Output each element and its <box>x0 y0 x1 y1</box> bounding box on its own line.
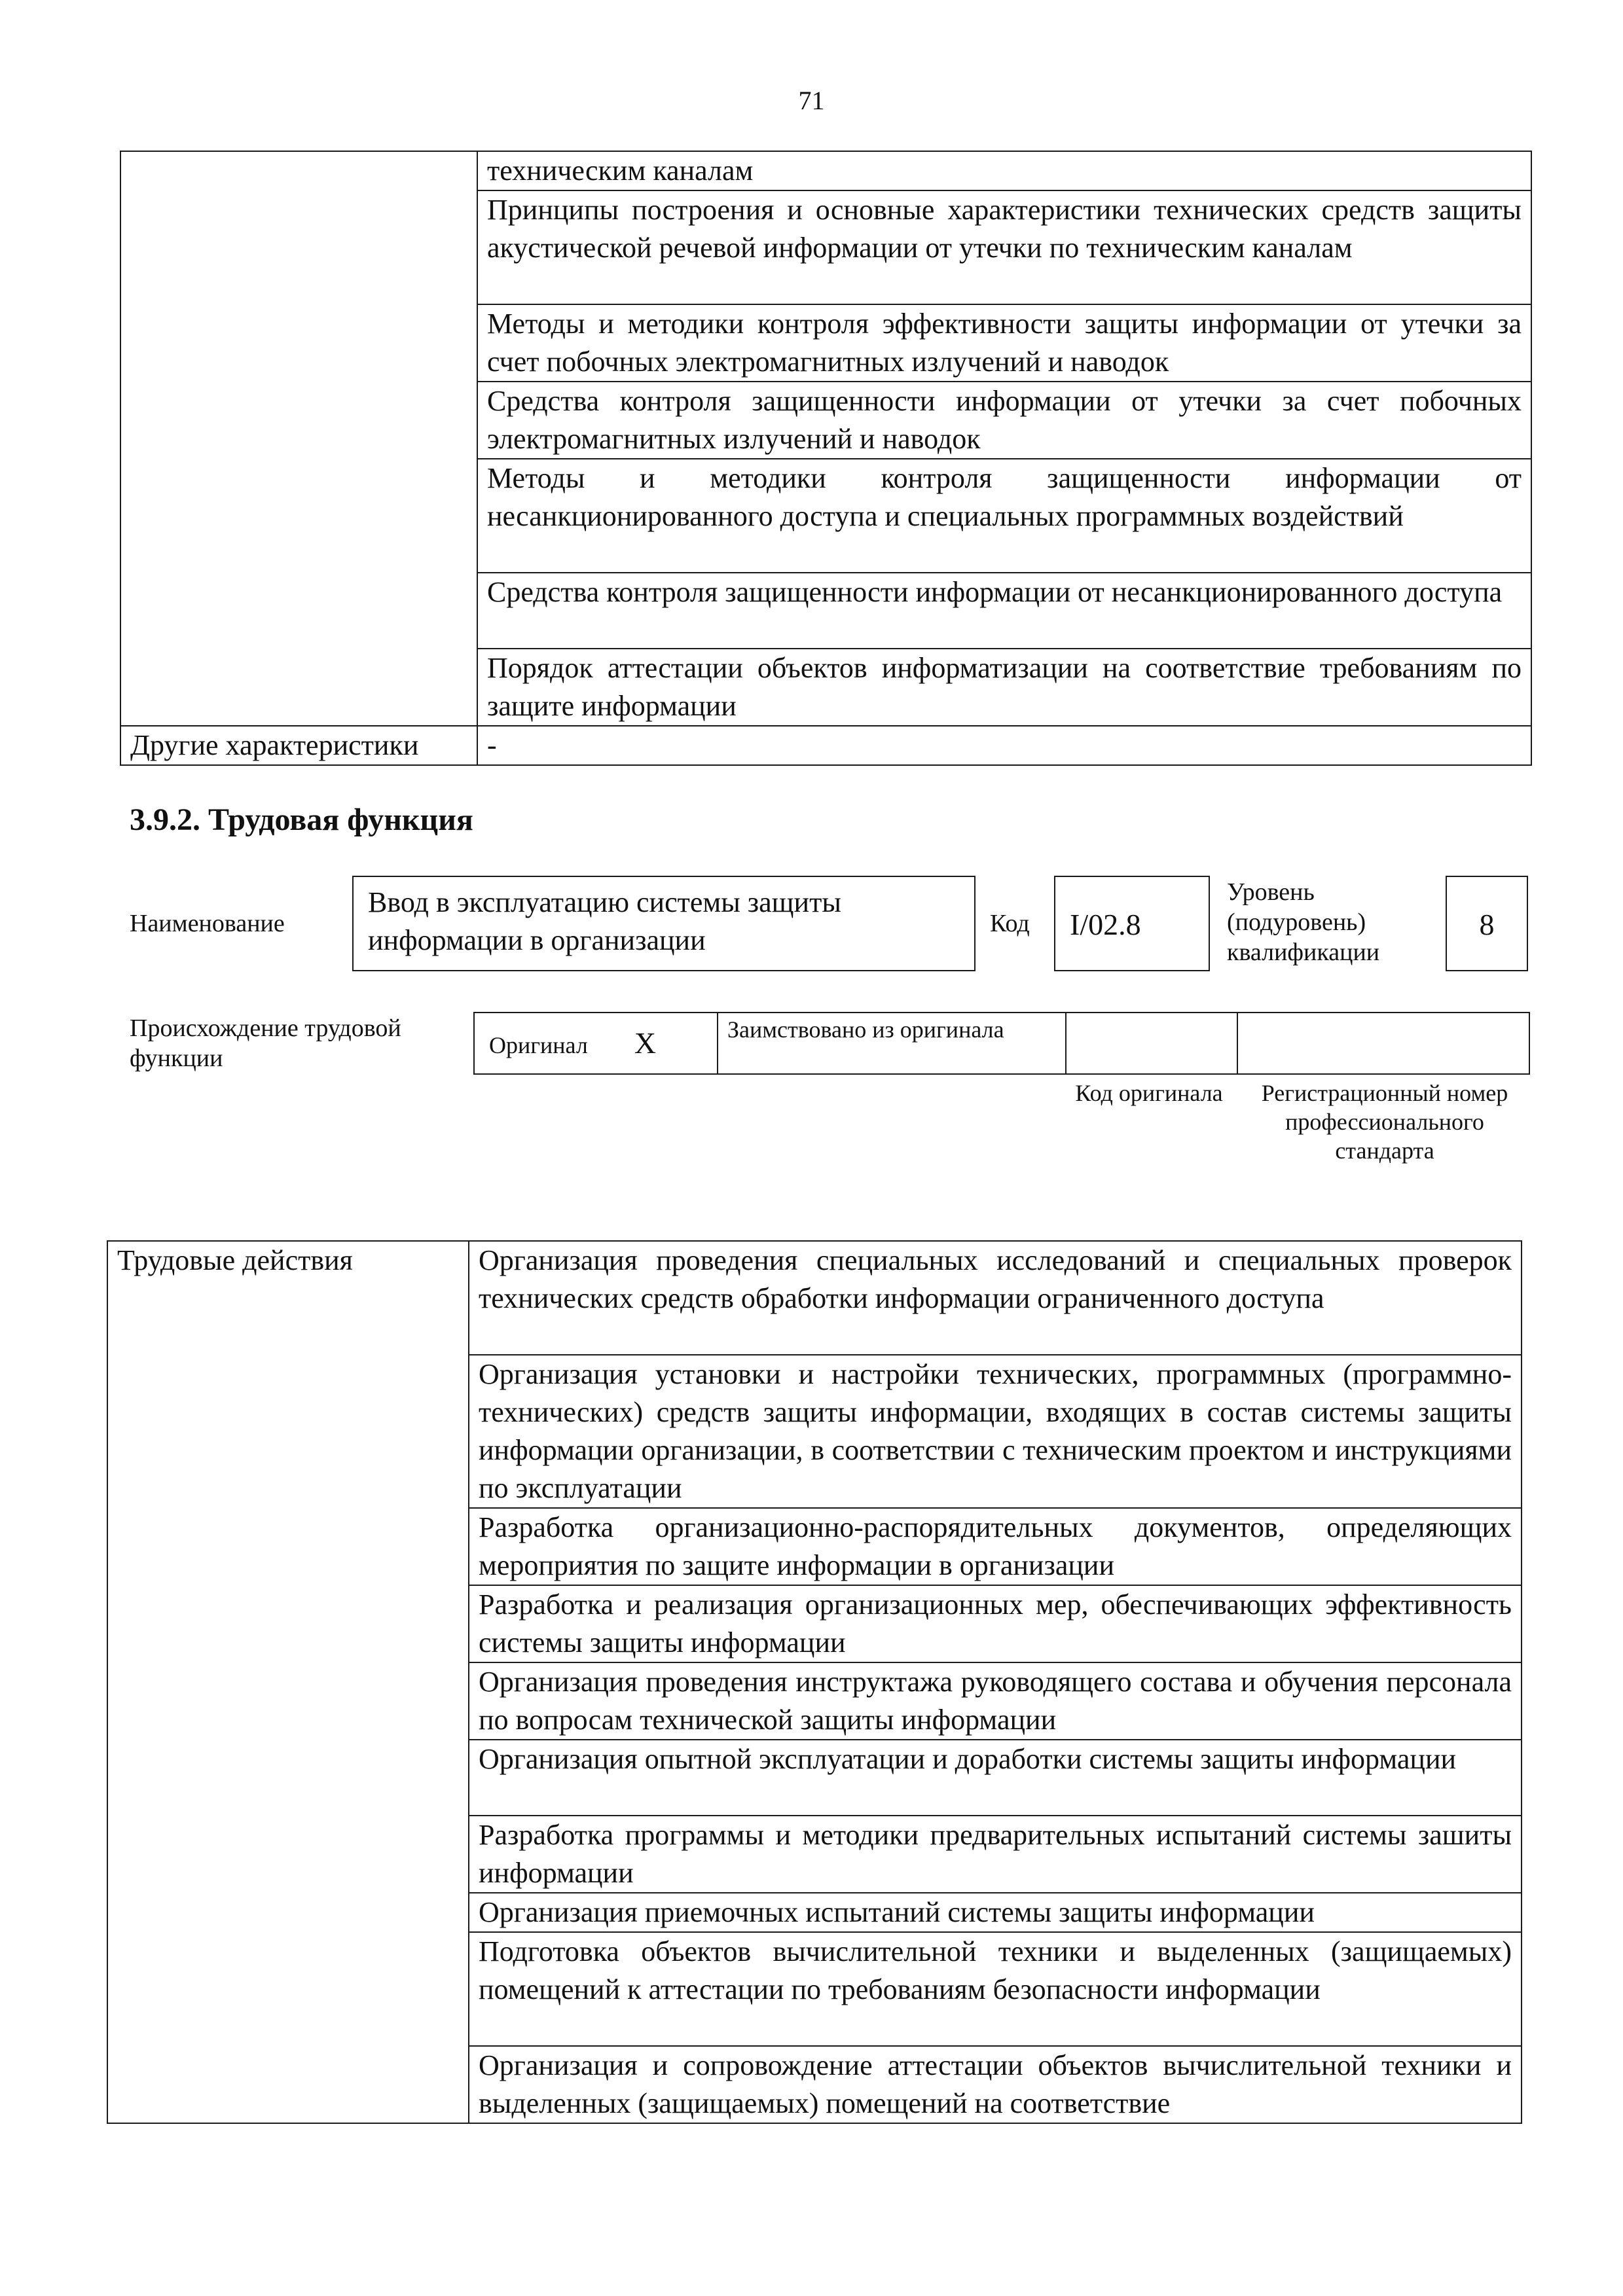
table2-row: Организация приемочных испытаний системы защиты информации <box>469 1893 1522 1932</box>
original-mark: X <box>634 1026 657 1060</box>
function-name-value: Ввод в эксплуатацию системы защиты информации в организации <box>368 886 841 956</box>
table2-row: Организация проведения специальных исследований и специальных проверок технических средств обработки информации ограниченного доступа <box>469 1241 1522 1355</box>
name-label: Наименование <box>130 910 285 937</box>
table1-row: Принципы построения и основные характеристики технических средств защиты акустической речевой информации от утечки по техническим каналам <box>477 190 1531 304</box>
original-code-cell <box>1066 1013 1237 1074</box>
labor-actions-label: Трудовые действия <box>107 1241 469 2123</box>
table1-row: Средства контроля защищенности информации от несанкционированного доступа <box>477 573 1531 649</box>
page-number: 71 <box>798 86 825 115</box>
table2-row: Разработка программы и методики предварительных испытаний системы зашиты информации <box>469 1816 1522 1893</box>
labor-actions-table <box>107 1240 1522 2124</box>
level-value: 8 <box>1479 908 1495 941</box>
table2-row: Организация и сопровождение аттестации объектов вычислительной техники и выделенных (защищаемых) помещений на соответствие <box>469 2046 1522 2123</box>
table2-row: Разработка организационно-распорядительных документов, определяющих мероприятия по защите информации в организации <box>469 1508 1522 1585</box>
empty-left-cell <box>120 151 477 726</box>
table2-row: Подготовка объектов вычислительной техники и выделенных (защищаемых) помещений к аттестации по требованиям безопасности информации <box>469 1932 1522 2046</box>
table1-row: Средства контроля защищенности информации от утечки за счет побочных электромагнитных излучений и наводок <box>477 382 1531 459</box>
origin-table <box>473 1012 1530 1075</box>
table1-row: Методы и методики контроля защищенности информации от несанкционированного доступа и специальных программных воздействий <box>477 459 1531 573</box>
original-cell <box>474 1013 718 1074</box>
reg-number-cell <box>1237 1013 1529 1074</box>
table2-row: Организация проведения инструктажа руководящего состава и обучения персонала по вопросам технической защиты информации <box>469 1662 1522 1740</box>
reg-caption: Регистрационный номер профессионального стандарта <box>1261 1080 1508 1164</box>
table1-row: Порядок аттестации объектов информатизации на соответствие требованиям по защите информации <box>477 649 1531 726</box>
original-label: Оригинал <box>489 1031 588 1058</box>
code-label: Код <box>990 910 1030 937</box>
table2-row: Организация установки и настройки технических, программных (программно-технических) средств защиты информации, входящих в состав системы защиты информации организации, в соответствии с техническим проектом и инструкциями по эксплуатации <box>469 1355 1522 1508</box>
table1-row: техническим каналам <box>477 151 1531 190</box>
knowledge-table <box>120 151 1532 766</box>
code-value: I/02.8 <box>1070 908 1141 941</box>
other-characteristics-label: Другие характеристики <box>120 726 477 765</box>
level-label: Уровень (подуровень) квалификации <box>1227 878 1380 966</box>
table1-row: Методы и методики контроля эффективности защиты информации от утечки за счет побочных электромагнитных излучений и наводок <box>477 304 1531 382</box>
other-characteristics-value: - <box>477 726 1531 765</box>
code-caption: Код оригинала <box>1075 1080 1223 1106</box>
table2-row: Разработка и реализация организационных мер, обеспечивающих эффективность системы защиты информации <box>469 1585 1522 1662</box>
function-name-box <box>352 876 976 971</box>
borrowed-label: Заимствовано из оригинала <box>718 1013 1066 1074</box>
table2-row: Организация опытной эксплуатации и доработки системы защиты информации <box>469 1740 1522 1816</box>
origin-label: Происхождение трудовой функции <box>130 1014 401 1072</box>
section-title: 3.9.2. Трудовая функция <box>130 802 473 837</box>
code-value-box <box>1054 876 1210 971</box>
level-value-box <box>1446 876 1528 971</box>
